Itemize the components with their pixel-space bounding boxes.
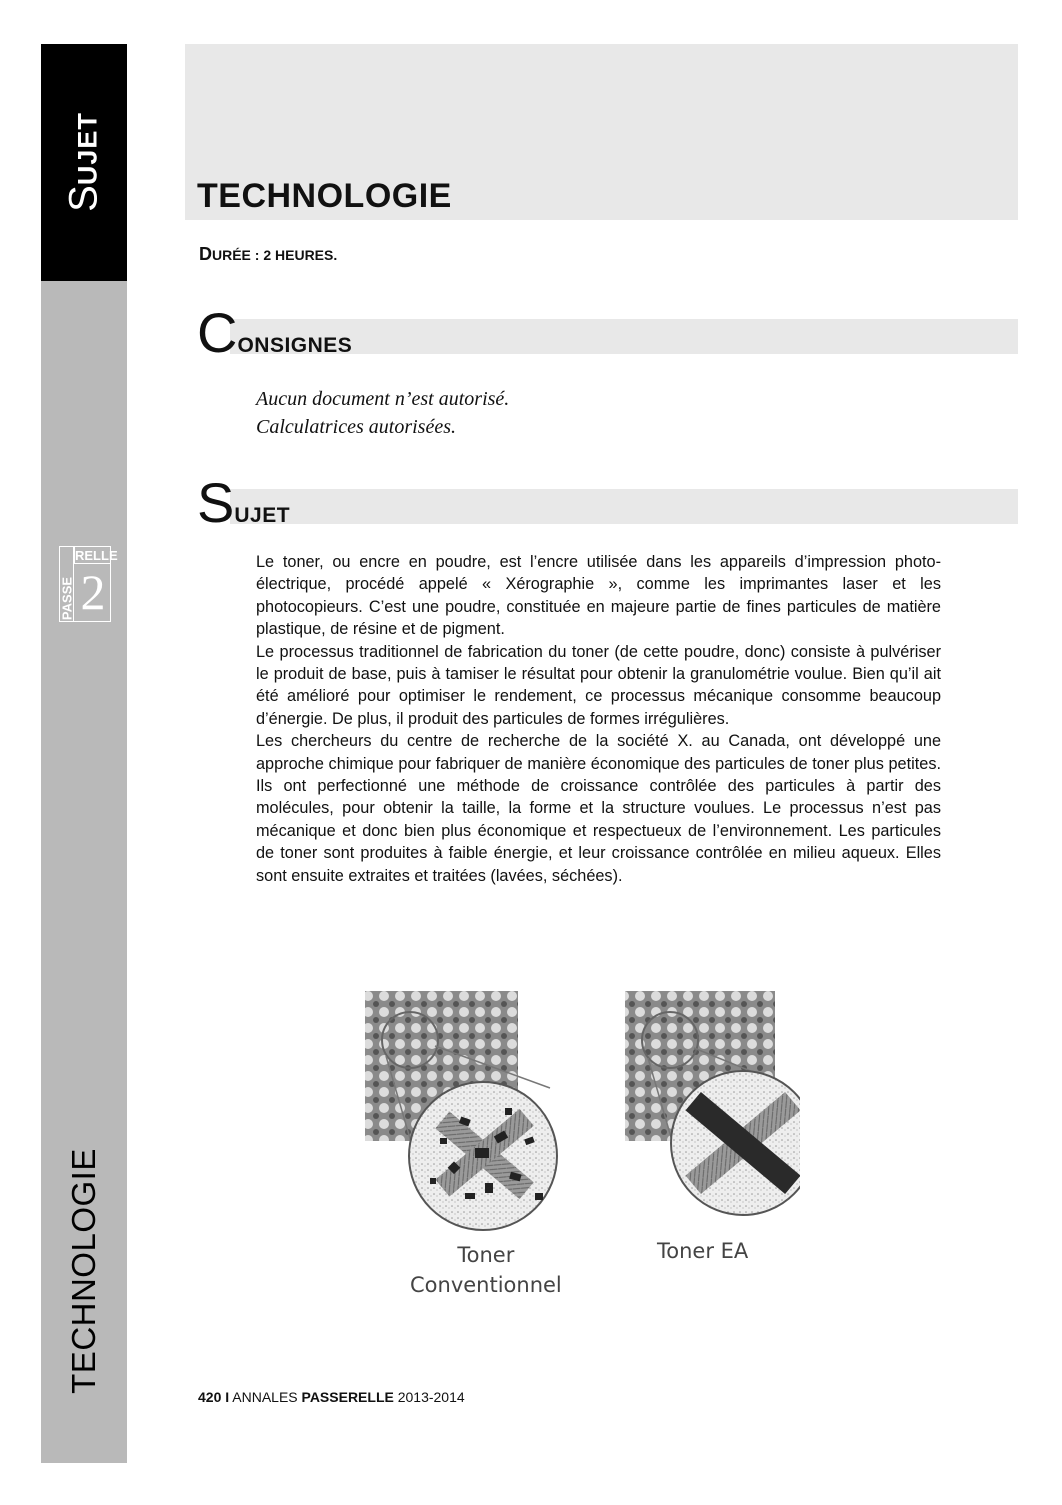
caption-line: Toner (457, 1243, 515, 1267)
toner-comparison-figure (360, 988, 800, 1308)
duration-line (199, 244, 337, 265)
sujet-paragraph: Le processus traditionnel de fabrication du toner (de cette poudre, donc) consiste à pulvériser le produit de base, puis à tamiser le résultat pour obtenir la granulométrie voulue. Bien qu’il ait été amélioré pour optimiser le rendement, ce processus mécanique consomme beaucoup d’énergie. De plus, il produit des particules de formes irrégulières. (256, 642, 941, 728)
side-band-subject-label (62, 112, 107, 212)
ea-toner-caption: Toner EA (657, 1239, 749, 1263)
caption-line: Conventionnel (410, 1273, 562, 1297)
logo-number: 2 (80, 564, 106, 620)
duration-initial: D (199, 244, 212, 264)
logo-relle-text: RELLE (75, 548, 118, 563)
ea-toner-illustration (625, 991, 800, 1215)
conventional-toner-caption (410, 1240, 562, 1300)
footer-years: 2013-2014 (397, 1389, 465, 1405)
side-label-rest: UJET (72, 112, 103, 186)
sujet-heading-rest: UJET (234, 504, 291, 527)
sujet-heading (197, 470, 290, 535)
side-label-initial: S (61, 185, 106, 212)
conventional-toner-illustration (365, 991, 557, 1230)
passerelle-logo (59, 546, 118, 622)
sujet-heading-bar (230, 489, 1018, 524)
consignes-heading (197, 300, 352, 365)
consignes-heading-initial: C (197, 301, 238, 364)
footer-brand: PASSERELLE (301, 1389, 394, 1405)
consigne-line: Calculatrices autorisées. (256, 416, 456, 438)
logo-passe-text: PASSE (59, 576, 75, 621)
sujet-heading-initial: S (197, 471, 235, 534)
footer-collection: ANNALES (232, 1389, 298, 1405)
consignes-text (256, 385, 509, 441)
duration-rest: URÉE : 2 HEURES. (212, 247, 338, 263)
footer-separator: I (225, 1389, 230, 1405)
page-footer (198, 1389, 465, 1405)
consigne-line: Aucun document n’est autorisé. (256, 388, 510, 410)
page-title: TECHNOLOGIE (197, 177, 452, 215)
sujet-paragraph: Le toner, ou encre en poudre, est l’encre utilisée dans les appareils d’impression photo-électrique, procédé appelé « Xérographie », comme les imprimantes laser et les photocopieurs. C’est une poudre, constituée en majeure partie de fines particules de matière plastique, de résine et de pigment. (256, 553, 941, 639)
sujet-body (256, 551, 941, 887)
sujet-paragraph: Les chercheurs du centre de recherche de la société X. au Canada, ont développé une approche chimique pour fabriquer de manière économique des particules de toner plus petites. Ils ont perfectionné une méthode de croissance contrôlée des particules à partir des molécules, pour obtenir la taille, la forme et la structure voulues. Le processus n’est pas mécanique et donc bien plus économique et respectueux de l’environnement. Les particules de toner sont produites à faible énergie, et leur croissance contrôlée en milieu aqueux. Elles sont ensuite extraites et traitées (lavées, séchées). (256, 732, 941, 885)
page-number: 420 (198, 1389, 222, 1405)
side-band-technologie-label: TECHNOLOGIE (65, 1148, 102, 1394)
consignes-heading-rest: ONSIGNES (237, 334, 353, 357)
